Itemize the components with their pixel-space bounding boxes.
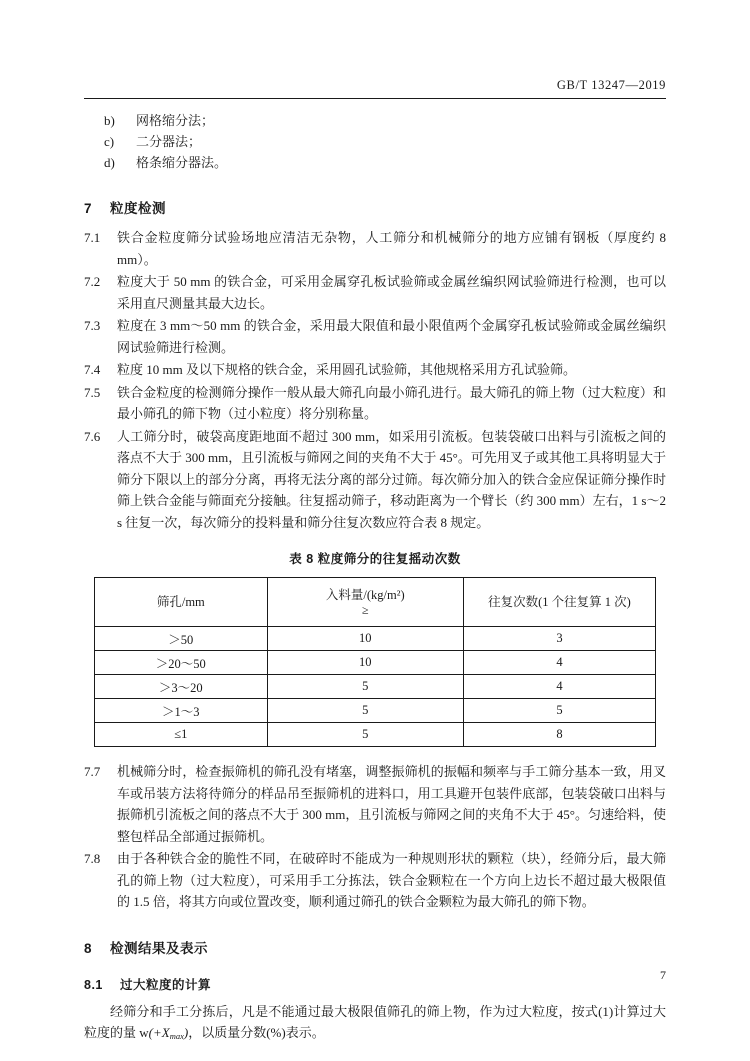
- list-item-marker: b): [104, 113, 115, 128]
- paragraph-text: 由于各种铁合金的脆性不同，在破碎时不能成为一种规则形状的颗粒（块），经筛分后，最大筛孔的筛上物（过大粒度），可采用手工分拣法，铁合金颗粒在一个方向上边长不超过最大极限值的 1.5 倍，将其方向或位置改变，顺利通过筛孔的铁合金颗粒为最大筛孔的筛下物。: [117, 851, 666, 909]
- list-item-text: 二分器法；: [136, 134, 202, 149]
- paragraph-number: 7.4: [84, 362, 101, 377]
- header-line-1: 筛孔/mm: [156, 594, 205, 609]
- table-cell: ＞3～20: [95, 675, 268, 699]
- header-line-1: 往复次数(1 个往复算 1 次): [488, 594, 631, 609]
- clause-7-title: 粒度检测: [110, 201, 166, 216]
- clause-8-heading: [84, 937, 666, 957]
- paragraph-7-6: [84, 426, 666, 534]
- header-divider: [84, 98, 666, 99]
- body-text-part-2: ，以质量分数(%)表示。: [188, 1025, 325, 1040]
- table-cell: 5: [267, 723, 463, 747]
- paragraph-8-1-body: [84, 1001, 666, 1048]
- clause-7-heading: [84, 197, 666, 217]
- paragraph-7-8: [84, 848, 666, 913]
- paragraph-text: 机械筛分时，检查振筛机的筛孔没有堵塞，调整振筛机的振幅和频率与手工筛分基本一致，用叉车或吊装方法将待筛分的样品吊至振筛机的进料口，用工具避开包装件底部，包装袋破口出料与振筛机引流板之间的落点不大于 300 mm，且引流板与筛网之间的夹角不大于 45°。匀速给料，使整包样品全部通过振筛机。: [117, 764, 666, 844]
- table-cell: 10: [267, 627, 463, 651]
- paragraph-number: 7.5: [84, 384, 101, 400]
- table-row: [95, 675, 656, 699]
- table-cell: 5: [463, 699, 655, 723]
- paragraph-7-4: [84, 359, 666, 381]
- table-row: [95, 699, 656, 723]
- clause-8-number: 8: [84, 940, 93, 956]
- list-item: [84, 110, 666, 131]
- paragraph-7-2: [84, 271, 666, 314]
- table-8-caption: 表 8 粒度筛分的往复摇动次数: [289, 552, 461, 566]
- clause-8-title: 检测结果及表示: [110, 940, 208, 956]
- paragraph-7-5: [84, 382, 666, 425]
- paragraph-number: 7.6: [84, 428, 101, 444]
- paragraph-number: 7.1: [84, 230, 101, 245]
- table-header-cell-feed: [267, 578, 463, 627]
- table-cell: ＞50: [95, 627, 268, 651]
- table-cell: ＞20～50: [95, 651, 268, 675]
- table-row: [95, 651, 656, 675]
- subclause-8-1-number: 8.1: [84, 977, 103, 992]
- table-header-cell-sieve: [95, 578, 268, 627]
- paragraph-7-1: [84, 227, 666, 270]
- table-8-body: [95, 627, 656, 747]
- table-header-row: [95, 578, 656, 627]
- subclause-8-1-title: 过大粒度的计算: [120, 977, 212, 992]
- formula-symbol: [149, 1025, 189, 1040]
- table-cell: ≤1: [95, 723, 268, 747]
- paragraph-text: 铁合金粒度筛分试验场地应清洁无杂物，人工筛分和机械筛分的地方应铺有钢板（厚度约 8 mm）。: [117, 230, 666, 267]
- table-cell: 4: [463, 675, 655, 699]
- list-item-marker: d): [104, 155, 115, 170]
- paragraph-text: 粒度 10 mm 及以下规格的铁合金，采用圆孔试验筛，其他规格采用方孔试验筛。: [117, 362, 576, 377]
- page-content: [84, 110, 666, 1048]
- table-cell: 3: [463, 627, 655, 651]
- table-header-cell-cycles: [463, 578, 655, 627]
- table-8-head: [95, 578, 656, 627]
- header-line-1: 入料量/(kg/m²): [325, 588, 405, 602]
- table-row: [95, 627, 656, 651]
- formula-open: (+X: [148, 1025, 170, 1040]
- table-cell: 4: [463, 651, 655, 675]
- paragraph-number: 7.7: [84, 764, 101, 779]
- clause-7-number: 7: [84, 201, 93, 216]
- paragraph-number: 7.2: [84, 274, 101, 289]
- subclause-8-1-heading: [84, 975, 666, 993]
- list-item-marker: c): [104, 134, 115, 149]
- body-text-part-1: 经筛分和手工分拣后，凡是不能通过最大极限值筛孔的筛上物，作为过大粒度，按式(1)计算过大粒度的量 w: [84, 1003, 666, 1040]
- list-item: [84, 131, 666, 152]
- formula-subscript: max: [169, 1031, 184, 1041]
- paragraph-number: 7.3: [84, 318, 101, 333]
- list-item-text: 格条缩分器法。: [136, 155, 228, 170]
- paragraph-text: 铁合金粒度的检测筛分操作一般从最大筛孔向最小筛孔进行。最大筛孔的筛上物（过大粒度）和最小筛孔的筛下物（过小粒度）将分别称量。: [117, 384, 666, 421]
- table-cell: 5: [267, 699, 463, 723]
- paragraph-number: 7.8: [84, 851, 101, 866]
- list-items-group: [84, 110, 666, 173]
- paragraph-text: 粒度大于 50 mm 的铁合金，可采用金属穿孔板试验筛或金属丝编织网试验筛进行检测，也可以采用直尺测量其最大边长。: [117, 274, 666, 311]
- paragraph-7-7: [84, 761, 666, 847]
- list-item-text: 网格缩分法；: [136, 113, 215, 128]
- paragraph-7-3: [84, 315, 666, 358]
- table-cell: ＞1～3: [95, 699, 268, 723]
- page-header-standard-number: GB/T 13247—2019: [556, 78, 666, 92]
- page-number: 7: [660, 968, 666, 982]
- table-cell: 8: [463, 723, 655, 747]
- table-8: [94, 577, 656, 747]
- table-cell: 5: [267, 675, 463, 699]
- paragraph-text: 粒度在 3 mm～50 mm 的铁合金，采用最大限值和最小限值两个金属穿孔板试验筛或金属丝编织网试验筛进行检测。: [117, 318, 666, 355]
- header-line-2: ≥: [361, 603, 369, 617]
- list-item: [84, 152, 666, 173]
- table-row: [95, 723, 656, 747]
- paragraph-text: 人工筛分时，破袋高度距地面不超过 300 mm，如采用引流板。包装袋破口出料与引流板之间的落点不大于 300 mm，且引流板与筛网之间的夹角不大于 45°。可先用叉子或其他工具将明显大于筛分下限以上的部分分离，再将无法分离的部分过筛。每次筛分加入的铁合金应保证筛分操作时筛上铁合金能与筛面充分接触。往复摇动筛子，移动距离为一个臂长（约 300 mm）左右，1 s～2 s 往复一次，每次筛分的投料量和筛分往复次数应符合表 8 规定。: [117, 428, 666, 530]
- formula-close: ): [183, 1025, 189, 1040]
- table-cell: 10: [267, 651, 463, 675]
